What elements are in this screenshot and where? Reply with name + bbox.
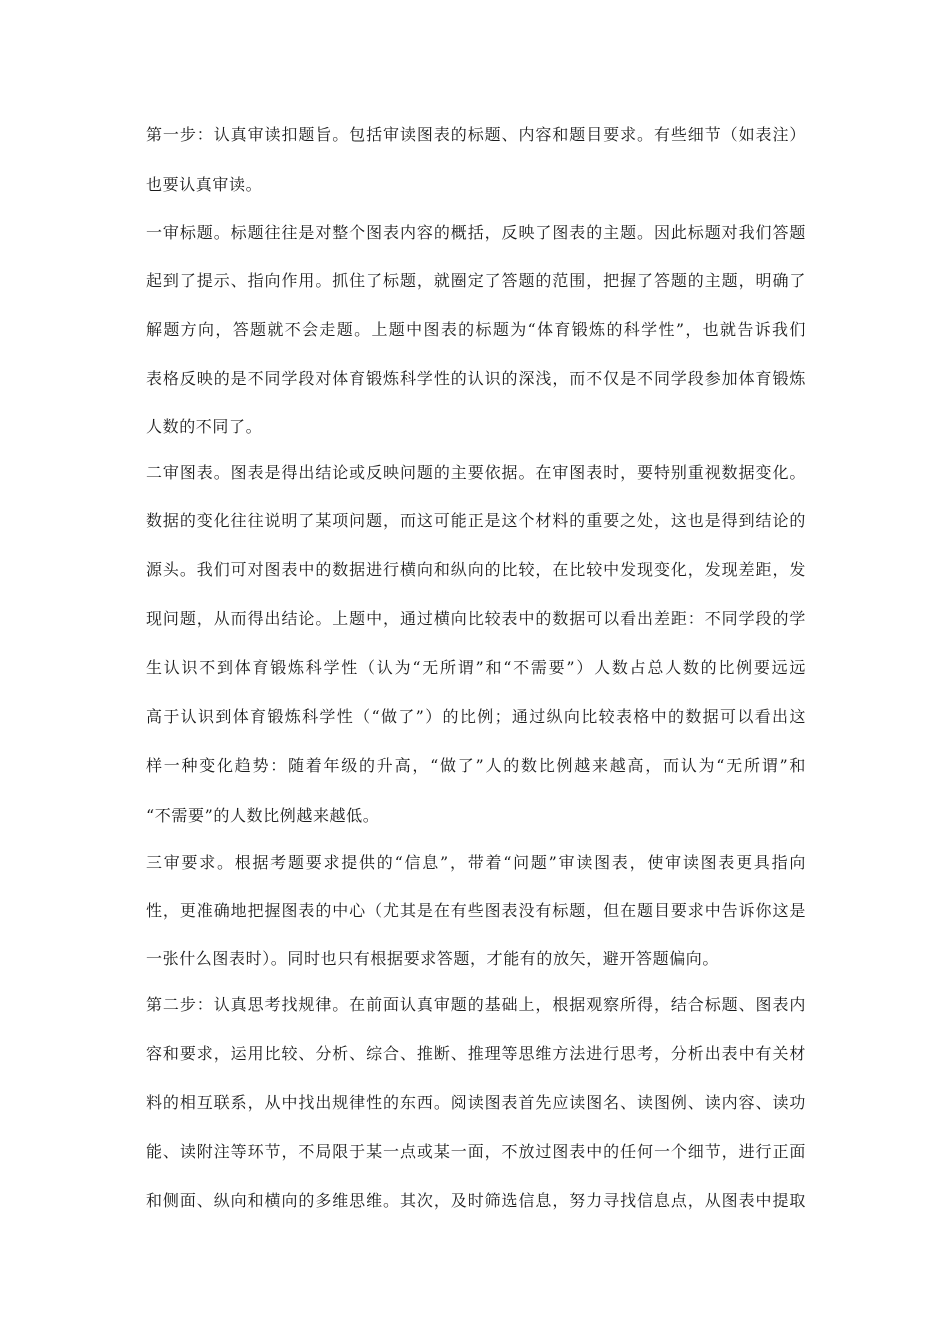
text-line: 起到了提示、指向作用。抓住了标题，就圈定了答题的范围，把握了答题的主题，明确了: [146, 271, 806, 290]
text-line: 料的相互联系，从中找出规律性的东西。阅读图表首先应读图名、读图例、读内容、读功: [146, 1093, 806, 1112]
text-line: 人数的不同了。: [146, 417, 263, 436]
text-line: 容和要求，运用比较、分析、综合、推断、推理等思维方法进行思考，分析出表中有关材: [146, 1044, 806, 1063]
text-line: “不需要”的人数比例越来越低。: [146, 806, 380, 825]
text-line: 二审图表。图表是得出结论或反映问题的主要依据。在审图表时，要特别重视数据变化。: [146, 463, 806, 482]
text-line: 第一步：认真审读扣题旨。包括审读图表的标题、内容和题目要求。有些细节（如表注）: [146, 125, 806, 144]
text-line: 三审要求。根据考题要求提供的“信息”，带着“问题”审读图表，使审读图表更具指向: [146, 853, 806, 872]
text-line: 和侧面、纵向和横向的多维思维。其次，及时筛选信息，努力寻找信息点，从图表中提取: [146, 1191, 806, 1210]
text-line: 性，更准确地把握图表的中心（尤其是在有些图表没有标题，但在题目要求中告诉你这是: [146, 901, 806, 920]
text-line: 样一种变化趋势：随着年级的升高，“做了”人的数比例越来越高，而认为“无所谓”和: [146, 756, 806, 775]
text-line: 生认识不到体育锻炼科学性（认为“无所谓”和“不需要”）人数占总人数的比例要远远: [146, 658, 806, 677]
text-line: 一审标题。标题往往是对整个图表内容的概括，反映了图表的主题。因此标题对我们答题: [146, 223, 806, 242]
text-line: 一张什么图表时）。同时也只有根据要求答题，才能有的放矢，避开答题偏向。: [146, 949, 720, 968]
text-line: 也要认真审读。: [146, 175, 263, 194]
text-line: 第二步：认真思考找规律。在前面认真审题的基础上，根据观察所得，结合标题、图表内: [146, 995, 806, 1014]
text-line: 能、读附注等环节，不局限于某一点或某一面，不放过图表中的任何一个细节，进行正面: [146, 1142, 806, 1161]
text-line: 表格反映的是不同学段对体育锻炼科学性的认识的深浅，而不仅是不同学段参加体育锻炼: [146, 369, 806, 388]
text-line: 现问题，从而得出结论。上题中，通过横向比较表中的数据可以看出差距：不同学段的学: [146, 609, 806, 628]
text-line: 解题方向，答题就不会走题。上题中图表的标题为“体育锻炼的科学性”，也就告诉我们: [146, 320, 806, 339]
text-line: 源头。我们可对图表中的数据进行横向和纵向的比较，在比较中发现变化，发现差距，发: [146, 560, 806, 579]
text-line: 数据的变化往往说明了某项问题，而这可能正是这个材料的重要之处，这也是得到结论的: [146, 511, 806, 530]
text-line: 高于认识到体育锻炼科学性（“做了”）的比例；通过纵向比较表格中的数据可以看出这: [146, 707, 806, 726]
